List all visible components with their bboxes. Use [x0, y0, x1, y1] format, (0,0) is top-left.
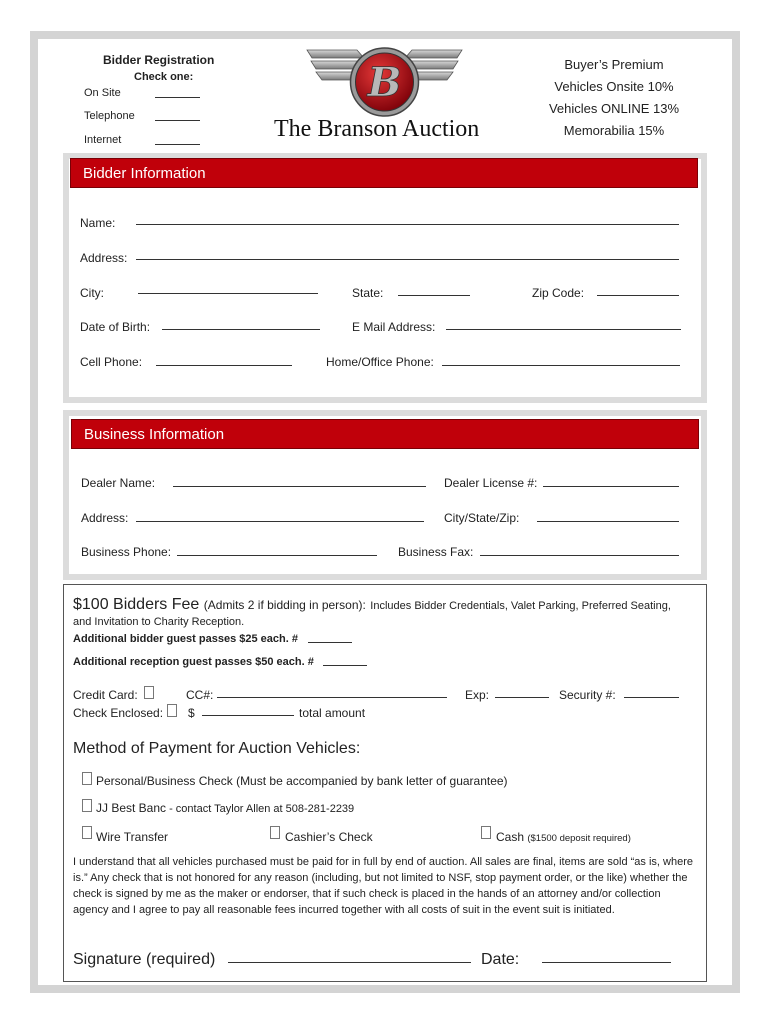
dealer-name-label: Dealer Name: — [81, 476, 156, 490]
business-fax-label: Business Fax: — [398, 545, 474, 559]
option-internet-label: Internet — [84, 134, 122, 146]
check-amount-field[interactable] — [202, 715, 294, 716]
email-field[interactable] — [446, 329, 681, 330]
guest-passes-field[interactable] — [308, 642, 352, 643]
date-field[interactable] — [542, 962, 671, 963]
guest-passes-label: Additional bidder guest passes $25 each. # — [73, 633, 298, 645]
premium-online: Vehicles ONLINE 13% — [548, 101, 680, 116]
cell-phone-field[interactable] — [156, 365, 292, 366]
brand-name: The Branson Auction — [274, 116, 480, 142]
bidder-info-header: Bidder Information — [70, 158, 698, 188]
personal-check-label: Personal/Business Check (Must be accompanied by bank letter of guarantee) — [96, 774, 508, 788]
buyers-premium — [548, 54, 680, 142]
signature-label: Signature (required) — [73, 951, 216, 968]
zip-field[interactable] — [597, 295, 679, 296]
cashiers-check-checkbox[interactable] — [270, 826, 280, 839]
address-label: Address: — [80, 251, 128, 265]
option-telephone-field[interactable] — [155, 120, 200, 121]
name-label: Name: — [80, 216, 116, 230]
total-amount-label: total amount — [299, 706, 366, 720]
terms-paragraph: I understand that all vehicles purchased must be paid for in full by end of auction. All sales are final, items are sold “as is, where is.” Any check that is not honored for any reason (including, but not limited to NSF, stop payment order, or the like) whether the check is signed by me as the maker or endorser, that if such check is placed in the hands of an attorney and/or collection agency and I agree to pay all reasonable fees incurred together with all costs of suit in the event suit is initiated. — [73, 856, 693, 916]
option-internet-field[interactable] — [155, 144, 200, 145]
security-field[interactable] — [624, 697, 679, 698]
address-field[interactable] — [136, 259, 679, 260]
exp-label: Exp: — [465, 688, 490, 702]
credit-card-checkbox[interactable] — [144, 686, 154, 699]
state-label: State: — [352, 286, 384, 300]
check-enclosed-checkbox[interactable] — [167, 704, 177, 717]
jj-best-checkbox[interactable] — [82, 799, 92, 812]
registration-title: Bidder Registration — [103, 53, 215, 67]
state-field[interactable] — [398, 295, 470, 296]
cc-number-label: CC#: — [186, 688, 214, 702]
cash-checkbox[interactable] — [481, 826, 491, 839]
zip-label: Zip Code: — [532, 286, 585, 300]
home-phone-field[interactable] — [442, 365, 680, 366]
logo-letter: B — [367, 59, 402, 106]
business-phone-field[interactable] — [177, 555, 377, 556]
business-info-header: Business Information — [71, 419, 699, 449]
check-one-label: Check one: — [134, 71, 194, 83]
option-onsite-field[interactable] — [155, 97, 200, 98]
option-telephone-label: Telephone — [84, 110, 135, 122]
fee-admits: (Admits 2 if bidding in person): — [203, 598, 366, 612]
jj-best-contact: - contact Taylor Allen at 508-281-2239 — [166, 803, 355, 815]
exp-field[interactable] — [495, 697, 549, 698]
email-label: E Mail Address: — [352, 320, 436, 334]
credit-card-label: Credit Card: — [73, 688, 138, 702]
city-field[interactable] — [138, 293, 318, 294]
option-onsite-label: On Site — [84, 87, 121, 99]
dealer-license-label: Dealer License #: — [444, 476, 538, 490]
business-address-field[interactable] — [136, 521, 424, 522]
premium-onsite: Vehicles Onsite 10% — [554, 79, 674, 94]
fee-includes-cont: and Invitation to Charity Reception. — [73, 616, 245, 628]
jj-best-label: JJ Best Banc — [96, 801, 167, 815]
business-phone-label: Business Phone: — [81, 545, 172, 559]
reception-passes-label: Additional reception guest passes $50 each. # — [73, 656, 314, 668]
city-state-zip-label: City/State/Zip: — [444, 511, 520, 525]
payment-method-title: Method of Payment for Auction Vehicles: — [73, 740, 361, 757]
personal-check-checkbox[interactable] — [82, 772, 92, 785]
jj-best-line — [96, 801, 354, 815]
branson-logo — [302, 44, 467, 120]
home-phone-label: Home/Office Phone: — [326, 355, 434, 369]
city-state-zip-field[interactable] — [537, 521, 679, 522]
cell-phone-label: Cell Phone: — [80, 355, 143, 369]
check-enclosed-label: Check Enclosed: — [73, 706, 164, 720]
dob-label: Date of Birth: — [80, 320, 151, 334]
signature-field[interactable] — [228, 962, 471, 963]
security-label: Security #: — [559, 688, 616, 702]
city-label: City: — [80, 286, 104, 300]
cash-label: Cash — [496, 830, 525, 844]
name-field[interactable] — [136, 224, 679, 225]
dollar-sign: $ — [188, 706, 195, 720]
cash-note: ($1500 deposit required) — [527, 833, 631, 844]
dob-field[interactable] — [162, 329, 320, 330]
fee-headline: $100 Bidders Fee — [73, 596, 200, 613]
dealer-name-field[interactable] — [173, 486, 426, 487]
cashiers-check-label: Cashier’s Check — [285, 830, 373, 844]
fee-line — [73, 596, 671, 614]
premium-memorabilia: Memorabilia 15% — [563, 123, 665, 138]
cash-line — [496, 830, 631, 844]
fee-includes: Includes Bidder Credentials, Valet Parking, Preferred Seating, — [370, 600, 671, 612]
business-fax-field[interactable] — [480, 555, 679, 556]
premium-title: Buyer’s Premium — [564, 57, 664, 72]
wire-transfer-checkbox[interactable] — [82, 826, 92, 839]
cc-number-field[interactable] — [217, 697, 447, 698]
dealer-license-field[interactable] — [543, 486, 679, 487]
wire-transfer-label: Wire Transfer — [96, 830, 169, 844]
business-address-label: Address: — [81, 511, 129, 525]
date-label: Date: — [481, 951, 520, 968]
reception-passes-field[interactable] — [323, 665, 367, 666]
